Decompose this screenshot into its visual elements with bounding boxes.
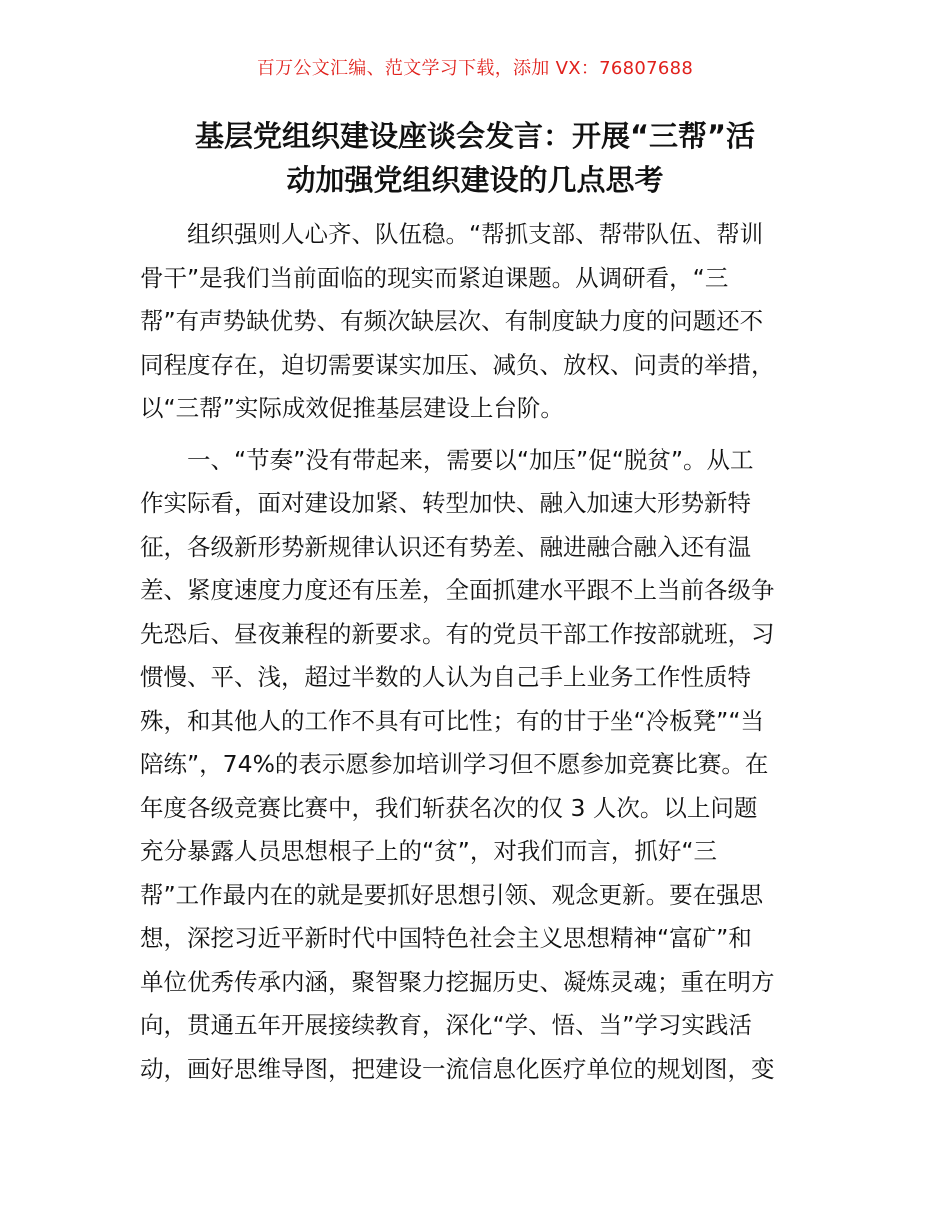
paragraph-line: 想，深挖习近平新时代中国特色社会主义思想精神“富矿”和 [140,924,752,952]
document-title [100,114,850,202]
paragraph-line: 骨干”是我们当前面临的现实而紧迫课题。从调研看，“三 [140,263,729,292]
paragraph-line: 组织强则人心齐、队伍稳。“帮抓支部、帮带队伍、帮训 [187,220,764,248]
document-body [140,213,812,1099]
title-line-1: 基层党组织建设座谈会发言：开展“三帮”活 [194,119,756,153]
title-line-2: 动加强党组织建设的几点思考 [286,163,664,197]
paragraph-line: 先恐后、昼夜兼程的新要求。有的党员干部工作按部就班，习 [140,619,775,648]
paragraph-line: 殊，和其他人的工作不具有可比性；有的甘于坐“冷板凳”“当 [140,706,765,735]
paragraph-line: 作实际看，面对建设加紧、转型加快、融入加速大形势新特 [140,489,751,517]
paragraph-line: 年度各级竞赛比赛中，我们斩获名次的仅 3 人次。以上问题 [140,793,758,822]
paragraph-line: 惯慢、平、浅，超过半数的人认为自己手上业务工作性质特 [140,663,751,691]
paragraph-line: 帮”工作最内在的就是要抓好思想引领、观念更新。要在强思 [140,880,764,909]
paragraph-line: 动，画好思维导图，把建设一流信息化医疗单位的规划图，变 [140,1054,775,1083]
paragraph-line: 帮”有声势缺优势、有频次缺层次、有制度缺力度的问题还不 [140,307,764,335]
paragraph-line: 以“三帮”实际成效促推基层建设上台阶。 [140,394,564,422]
paragraph-line: 充分暴露人员思想根子上的“贫”，对我们而言，抓好“三 [140,837,718,865]
paragraph-line: 差、紧度速度力度还有压差，全面抓建水平跟不上当前各级争 [140,576,775,604]
paragraph-line: 同程度存在，迫切需要谋实加压、减负、放权、问责的举措， [140,350,775,379]
header-watermark-note: 百万公文汇编、范文学习下载，添加 VX：76807688 [256,58,694,79]
paragraph-line: 向，贯通五年开展接续教育，深化“学、悟、当”学习实践活 [140,1011,752,1039]
paragraph-2 [140,439,812,1092]
paragraph-1 [140,213,812,431]
paragraph-line: 陪练”，74%的表示愿参加培训学习但不愿参加竞赛比赛。在 [140,750,769,778]
paragraph-line: 一、“节奏”没有带起来，需要以“加压”促“脱贫”。从工 [187,445,754,474]
paragraph-line: 单位优秀传承内涵，聚智聚力挖掘历史、凝炼灵魂；重在明方 [140,967,775,996]
paragraph-line: 征，各级新形势新规律认识还有势差、融进融合融入还有温 [140,532,751,561]
